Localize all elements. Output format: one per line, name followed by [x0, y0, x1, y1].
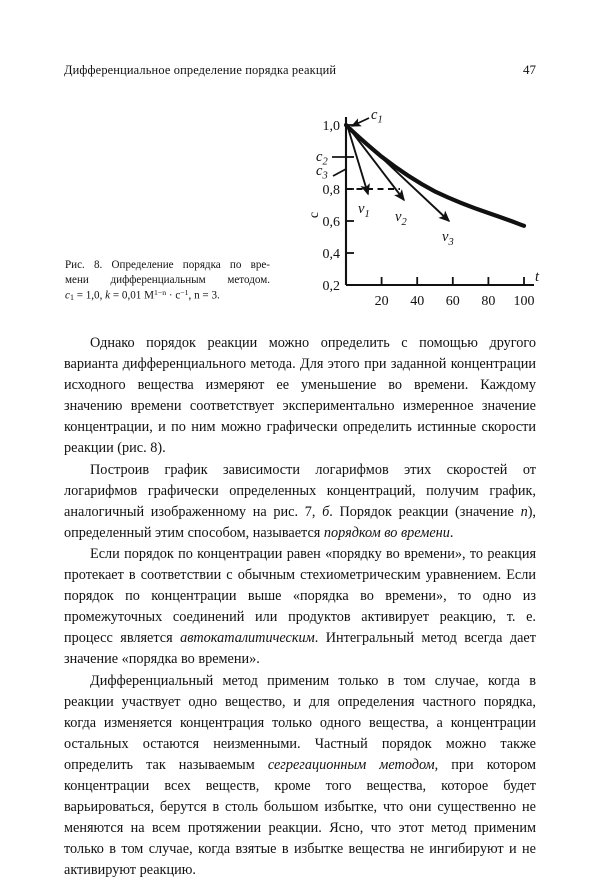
caption-k-exponent-2: −1 [180, 287, 189, 297]
running-head [64, 62, 536, 78]
caption-line-2: мени дифференциальным методом. [65, 273, 270, 286]
label-c1: $c_1$ [371, 107, 383, 126]
paragraph-2-part-a: Построив график зависимости логарифмов этих скоростей от логарифмов графически определенных концентраций, получим график, аналогичный изображенному на рис. 7, [64, 461, 536, 520]
label-c2: $c_2$ [316, 149, 328, 168]
figure-caption [65, 258, 270, 303]
body-text [64, 333, 536, 881]
paragraph-2-italic-n: n [520, 503, 528, 520]
caption-c1-symbol: c [65, 288, 70, 301]
paragraph-1 [64, 333, 536, 460]
paragraph-2 [64, 460, 536, 544]
caption-n-value: , n = 3. [188, 288, 220, 301]
caption-k-mid: · с [166, 288, 181, 301]
v3-arrow [350, 128, 449, 221]
chart-ylabel: c [307, 211, 322, 219]
chart-svg [296, 103, 544, 318]
concentration-curve [346, 125, 524, 226]
label-v3: $v_3$ [442, 229, 454, 248]
label-v1: $v_1$ [358, 201, 370, 220]
ytick-label-02: 0,2 [322, 279, 340, 294]
caption-k-exponent: 1−n [153, 287, 167, 297]
ytick-label-1: 1,0 [322, 119, 340, 134]
caption-c1-sub: 1 [69, 292, 74, 302]
page-number: 47 [523, 62, 536, 77]
chart-xlabel: t [534, 269, 540, 285]
paragraph-4 [64, 671, 536, 882]
caption-k-symbol: k [105, 288, 111, 301]
paragraph-3-part-a: Если порядок по концентрации равен «порядку во времени», то реакция протекает в соответствии с обычным стехиометрическим уравнением. Если порядок по концентрации выше «порядка во времени», то одно из промежуточных соединений или продуктов активирует реакцию, т. е. процесс является [64, 545, 536, 647]
caption-line-1: Рис. 8. Определение порядка по вре- [65, 259, 270, 271]
paragraph-3-part-b: . Интегральный метод всегда дает значение «порядка во времени». [64, 630, 536, 668]
chart-y-tick-labels [323, 119, 341, 294]
page-title: Дифференциальное определение порядка реакций [64, 63, 337, 77]
paragraph-2-part-d: . [449, 524, 454, 541]
paragraph-4-part-a: Дифференциальный метод применим только в том случае, когда в реакции участвует одно вещество, и для определения частного порядка, когда изменяется концентрация только одного вещества, а концентрации остальных остаются неизменными. Частный порядок можно также определить так называемым [64, 672, 536, 773]
figure-8-chart [296, 103, 544, 318]
ytick-label-06: 0,6 [322, 215, 340, 230]
paragraph-2-italic-term: порядком во времени [323, 524, 450, 541]
label-c3: $c_3$ [316, 163, 328, 182]
paragraph-3-italic-term: автокаталитическим [180, 630, 315, 647]
chart-axes [346, 117, 534, 285]
ytick-label-04: 0,4 [322, 247, 340, 262]
xtick-label-40: 40 [410, 294, 425, 309]
xtick-label-60: 60 [445, 294, 460, 309]
xtick-label-20: 20 [374, 294, 389, 309]
ytick-label-08: 0,8 [322, 183, 340, 198]
paragraph-1-text: Однако порядок реакции можно определить с помощью другого варианта дифференциального метода. Для этого при заданной концентрации исходного вещества измеряют ее уменьшение во времени. Каждому значению времени соответствует экспериментально измеренное значение концентрации, и по ним можно графически определить истинные скорости реакции (рис. 8). [64, 335, 536, 457]
paragraph-4-italic-term: сегрегационным методом [267, 756, 435, 773]
xtick-label-80: 80 [481, 294, 496, 309]
chart-x-tick-labels [375, 294, 535, 309]
paragraph-4-part-b: , при котором концентрации всех веществ, кроме того вещества, которое будет варьироваться, берутся в столь большом избытке, что они существенно не меняются на всем протяжении реакции. Ясно, что этот метод применим только в том случае, когда взятые в избытке вещества не ингибируют и не активируют реакцию. [64, 756, 537, 879]
xtick-label-100: 100 [513, 294, 535, 309]
paragraph-2-part-b: . Порядок реакции (значение [329, 503, 521, 520]
caption-c1-value: = 1,0, [73, 288, 106, 301]
paragraph-2-part-c: ), определенный этим способом, называется [64, 503, 536, 541]
chart-x-ticks [382, 277, 524, 285]
caption-k-value: = 0,01 M [110, 288, 154, 301]
paragraph-2-italic-b: б [322, 503, 330, 520]
concentration-ticks [332, 157, 346, 176]
paragraph-3 [64, 544, 536, 671]
c1-pointer [352, 118, 369, 126]
label-v2: $v_2$ [395, 209, 407, 228]
caption-line-3 [65, 288, 270, 304]
